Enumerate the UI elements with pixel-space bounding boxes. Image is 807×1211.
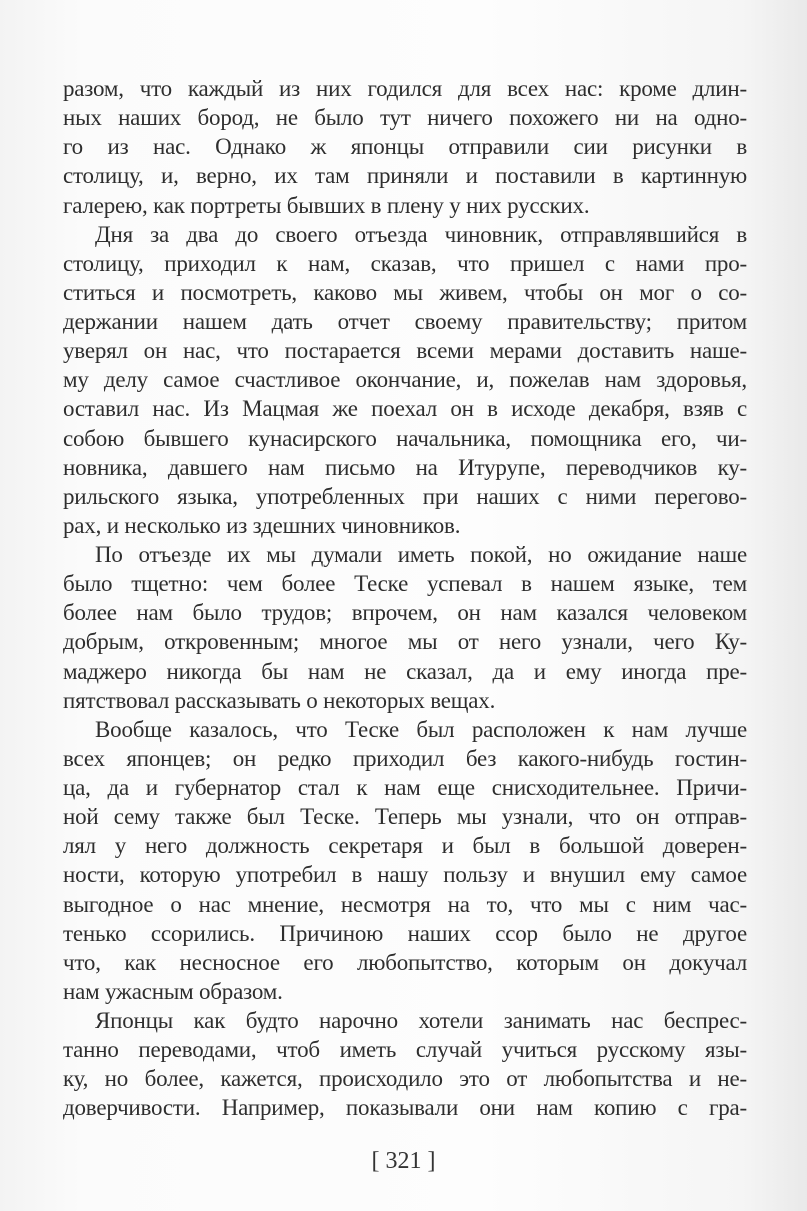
text-line: ститься и посмотреть, каково мы живем, чтобы он мог о со-: [63, 279, 747, 305]
text-line: выгодное о нас мнение, несмотря на то, что мы с ним час-: [63, 891, 747, 917]
text-line: всех японцев; он редко приходил без какого-нибудь гостин-: [63, 745, 747, 771]
text-line: тенько ссорились. Причиною наших ссор было не другое: [63, 920, 747, 946]
body-text: [63, 74, 747, 1123]
text-line: столицу, приходил к нам, сказав, что пришел с нами про-: [63, 250, 747, 276]
text-line: галерею, как портреты бывших в плену у них русских.: [63, 192, 590, 218]
text-line: что, как несносное его любопытство, которым он докучал: [63, 949, 747, 975]
text-line: собою бывшего кунасирского начальника, помощника его, чи-: [63, 425, 747, 451]
text-line: маджеро никогда бы нам не сказал, да и ему иногда пре-: [63, 658, 747, 684]
text-line: го из нас. Однако ж японцы отправили сии рисунки в: [63, 134, 747, 160]
text-line: более нам было трудов; впрочем, он нам казался человеком: [63, 600, 747, 626]
text-line: Японцы как будто нарочно хотели занимать нас беспрес-: [95, 1008, 747, 1033]
text-line: нам ужасным образом.: [63, 978, 283, 1004]
text-line: держании нашем дать отчет своему правительству; притом: [63, 309, 747, 334]
text-line: оставил нас. Из Мацмая же поехал он в исходе декабря, взяв с: [63, 396, 747, 422]
text-line: столицу, и, верно, их там приняли и поставили в картинную: [63, 163, 747, 189]
text-line: ной сему также был Теске. Теперь мы узнали, что он отправ-: [63, 804, 747, 830]
text-line: лял у него должность секретаря и был в большой доверен-: [63, 833, 747, 859]
text-line: ца, да и губернатор стал к нам еще снисходительнее. Причи-: [63, 775, 747, 800]
text-line: добрым, откровенным; многое мы от него узнали, чего Ку-: [63, 629, 747, 655]
text-line: му делу самое счастливое окончание, и, пожелав нам здоровья,: [63, 367, 747, 393]
text-line: пятствовал рассказывать о некоторых вещах.: [63, 687, 496, 713]
text-line: Вообще казалось, что Теске был расположен к нам лучше: [95, 716, 747, 742]
text-line: ку, но более, кажется, происходило это от любопытства и не-: [63, 1066, 747, 1092]
page-number: [ 321 ]: [371, 1148, 436, 1174]
text-line: ных наших бород, не было тут ничего похожего ни на одно-: [63, 105, 747, 131]
text-line: рах, и несколько из здешних чиновников.: [63, 512, 461, 538]
text-line: новника, давшего нам письмо на Итурупе, переводчиков ку-: [63, 454, 747, 480]
text-line: рильского языка, употребленных при наших с ними перегово-: [63, 483, 747, 509]
text-line: По отъезде их мы думали иметь покой, но ожидание наше: [95, 542, 747, 567]
text-line: доверчивости. Например, показывали они нам копию с гра-: [63, 1095, 747, 1121]
text-line: танно переводами, чтоб иметь случай учиться русскому язы-: [63, 1037, 747, 1063]
text-line: Дня за два до своего отъезда чиновник, отправлявшийся в: [95, 221, 747, 247]
text-line: было тщетно: чем более Теске успевал в нашем языке, тем: [63, 571, 747, 597]
text-line: разом, что каждый из них годился для всех нас: кроме длин-: [63, 76, 747, 101]
text-line: уверял он нас, что постарается всеми мерами доставить наше-: [63, 338, 747, 364]
text-line: ности, которую употребил в нашу пользу и внушил ему самое: [63, 862, 747, 888]
